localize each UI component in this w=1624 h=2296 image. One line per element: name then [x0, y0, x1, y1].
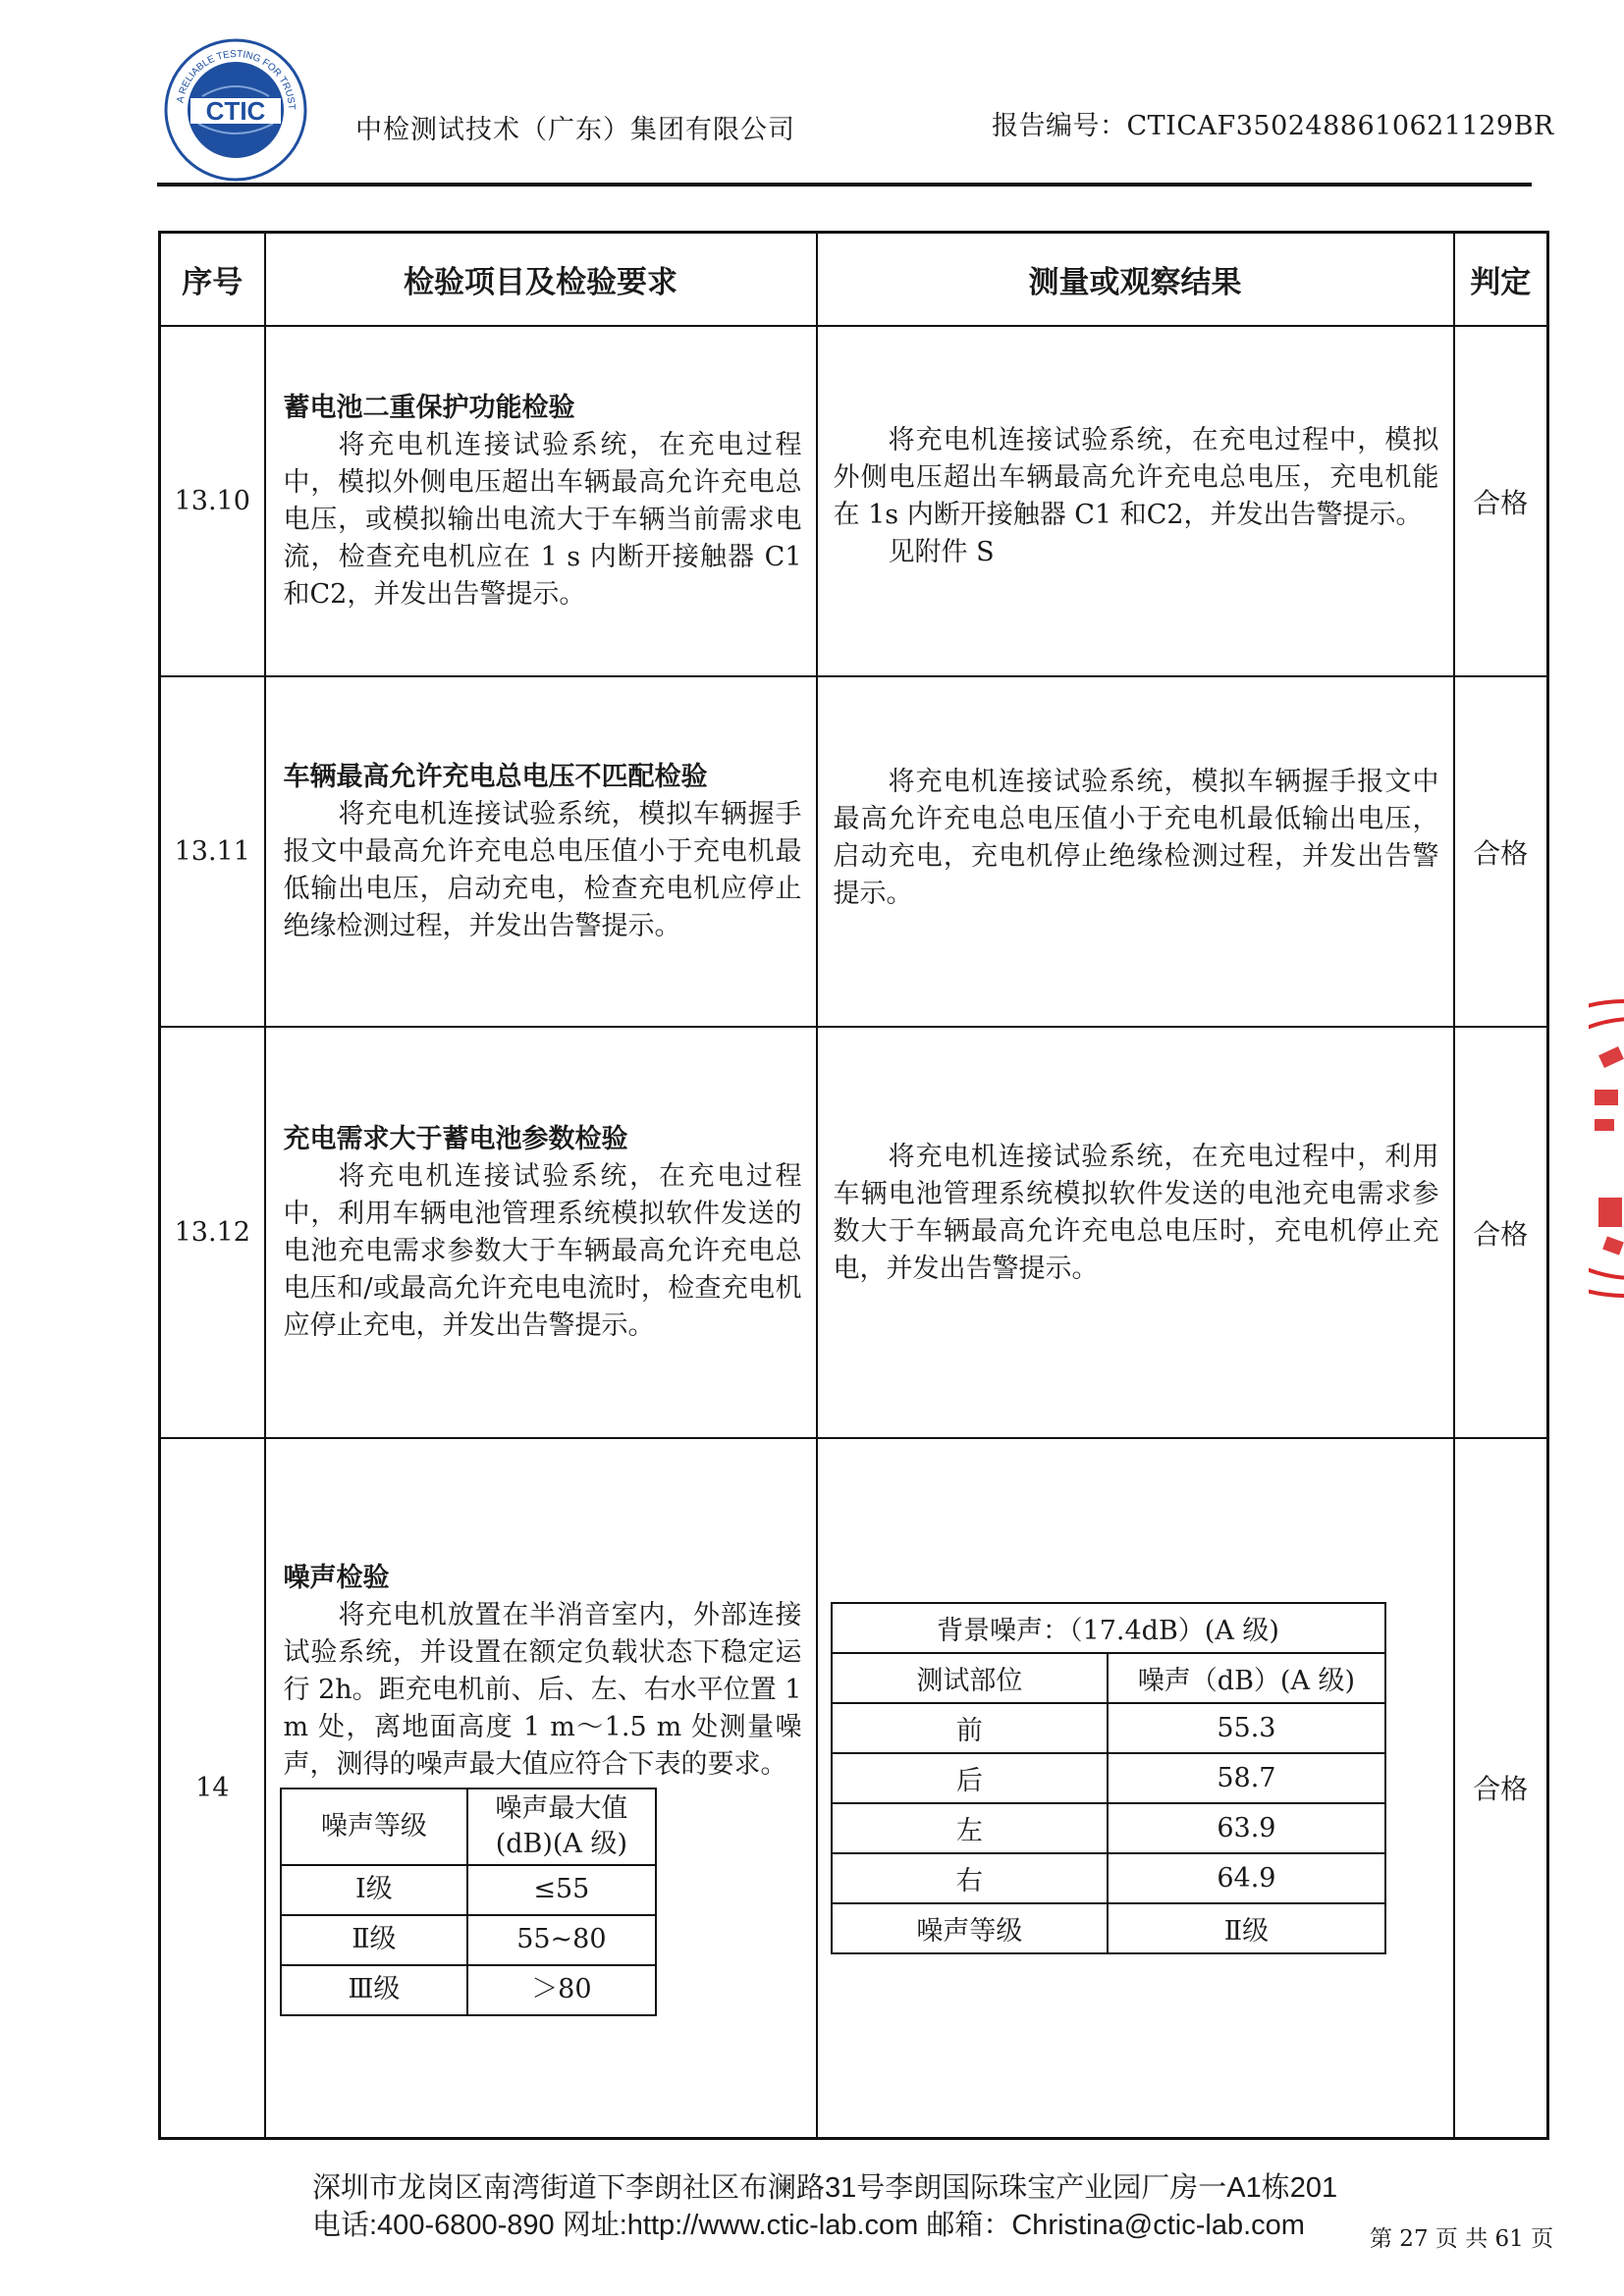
- position-cell: 前: [832, 1703, 1109, 1753]
- limit-cell: ＞80: [467, 1965, 655, 2015]
- row-number: 13.11: [160, 676, 265, 1027]
- noise-value: Ⅱ级: [1108, 1903, 1384, 1953]
- noise-max-header: 噪声最大值 (dB)(A 级): [467, 1789, 655, 1865]
- result-note: 见附件 S: [888, 536, 995, 567]
- limit-cell: ≤55: [467, 1865, 655, 1915]
- background-noise: 背景噪声：（17.4dB）(A 级): [832, 1603, 1385, 1653]
- seal-stamp: [1589, 991, 1624, 1306]
- verdict: 合格: [1454, 1027, 1548, 1438]
- table-row: [160, 1438, 1548, 2138]
- noise-value: 64.9: [1108, 1853, 1384, 1903]
- footer-contact: 电话:400-6800-890 网址:http://www.ctic-lab.com 邮箱：Christina@ctic-lab.com: [312, 2210, 1305, 2241]
- level-cell: Ⅲ级: [281, 1965, 468, 2015]
- row-number: 14: [160, 1438, 265, 2138]
- item-title: 蓄电池二重保护功能检验: [283, 392, 575, 423]
- company-name: 中检测试技术（广东）集团有限公司: [355, 115, 795, 145]
- svg-text:CTIC: CTIC: [205, 96, 266, 126]
- item-title: 车辆最高允许充电总电压不匹配检验: [283, 761, 708, 792]
- header-no: 序号: [160, 233, 265, 327]
- requirement-cell: [265, 1438, 817, 2138]
- noise-value: 63.9: [1108, 1803, 1384, 1853]
- item-title: 噪声检验: [283, 1562, 390, 1593]
- report-number: 报告编号：CTICAF3502488610621129BR: [992, 111, 1554, 141]
- requirement-cell: [265, 1027, 817, 1438]
- verdict: 合格: [1454, 1438, 1548, 2138]
- header-divider: [157, 183, 1532, 187]
- noise-level-table: [280, 1788, 657, 2016]
- inspection-table: [158, 231, 1549, 2140]
- result-cell: [817, 676, 1454, 1027]
- table-row: [160, 1027, 1548, 1438]
- table-header-row: [160, 233, 1548, 327]
- position-cell: 右: [832, 1853, 1109, 1903]
- header-item: 检验项目及检验要求: [265, 233, 817, 327]
- limit-cell: 55~80: [467, 1915, 655, 1965]
- header-result: 测量或观察结果: [817, 233, 1454, 327]
- page-number: 第 27 页 共 61 页: [1370, 2226, 1554, 2252]
- result-cell: [817, 1027, 1454, 1438]
- level-cell: Ⅰ级: [281, 1865, 468, 1915]
- noise-result-table: [831, 1602, 1386, 1954]
- footer-address: 深圳市龙岗区南湾街道下李朗社区布澜路31号李朗国际珠宝产业园厂房一A1栋201: [312, 2172, 1338, 2204]
- noise-header: 噪声（dB）(A 级): [1108, 1653, 1384, 1703]
- item-title: 充电需求大于蓄电池参数检验: [283, 1123, 628, 1154]
- header-verdict: 判定: [1454, 233, 1548, 327]
- level-cell: Ⅱ级: [281, 1915, 468, 1965]
- item-requirement: 将充电机连接试验系统，模拟车辆握手报文中最高允许充电总电压值小于充电机最低输出电压，启动充电，检查充电机应停止绝缘检测过程，并发出告警提示。: [283, 798, 802, 941]
- item-result: 将充电机连接试验系统，模拟车辆握手报文中最高允许充电总电压值小于充电机最低输出电压，启动充电，充电机停止绝缘检测过程，并发出告警提示。: [833, 766, 1439, 909]
- result-cell: [817, 326, 1454, 676]
- row-number: 13.10: [160, 326, 265, 676]
- row-number: 13.12: [160, 1027, 265, 1438]
- position-cell: 噪声等级: [832, 1903, 1109, 1953]
- position-header: 测试部位: [832, 1653, 1109, 1703]
- noise-level-header: 噪声等级: [281, 1789, 468, 1865]
- noise-value: 55.3: [1108, 1703, 1384, 1753]
- item-result: 将充电机连接试验系统，在充电过程中，模拟外侧电压超出车辆最高允许充电总电压，充电机能在 1s 内断开接触器 C1 和C2，并发出告警提示。: [833, 424, 1439, 530]
- table-row: [160, 326, 1548, 676]
- requirement-cell: [265, 326, 817, 676]
- verdict: 合格: [1454, 676, 1548, 1027]
- ctic-logo: [163, 37, 308, 183]
- requirement-cell: [265, 676, 817, 1027]
- item-result: 将充电机连接试验系统，在充电过程中，利用车辆电池管理系统模拟软件发送的电池充电需求参数大于车辆最高允许充电总电压时，充电机停止充电，并发出告警提示。: [833, 1141, 1439, 1284]
- item-requirement: 将充电机放置在半消音室内，外部连接试验系统，并设置在额定负载状态下稳定运行 2h。距充电机前、后、左、右水平位置 1 m 处，离地面高度 1 m～1.5 m 处测量噪声，测得的噪声最大值应符合下表的要求。: [283, 1599, 802, 1780]
- table-row: [160, 676, 1548, 1027]
- verdict: 合格: [1454, 326, 1548, 676]
- item-requirement: 将充电机连接试验系统，在充电过程中，利用车辆电池管理系统模拟软件发送的电池充电需求参数大于车辆最高允许充电总电压和/或最高允许充电电流时，检查充电机应停止充电，并发出告警提示。: [283, 1160, 802, 1341]
- position-cell: 后: [832, 1753, 1109, 1803]
- result-cell: [817, 1438, 1454, 2138]
- position-cell: 左: [832, 1803, 1109, 1853]
- noise-value: 58.7: [1108, 1753, 1384, 1803]
- svg-text:A RELIABLE TESTING FOR TRUST: A RELIABLE TESTING FOR TRUST: [175, 48, 298, 111]
- item-requirement: 将充电机连接试验系统，在充电过程中，模拟外侧电压超出车辆最高允许充电总电压，或模拟输出电流大于车辆当前需求电流，检查充电机应在 1 s 内断开接触器 C1 和C2，并发出告警提示。: [283, 429, 802, 610]
